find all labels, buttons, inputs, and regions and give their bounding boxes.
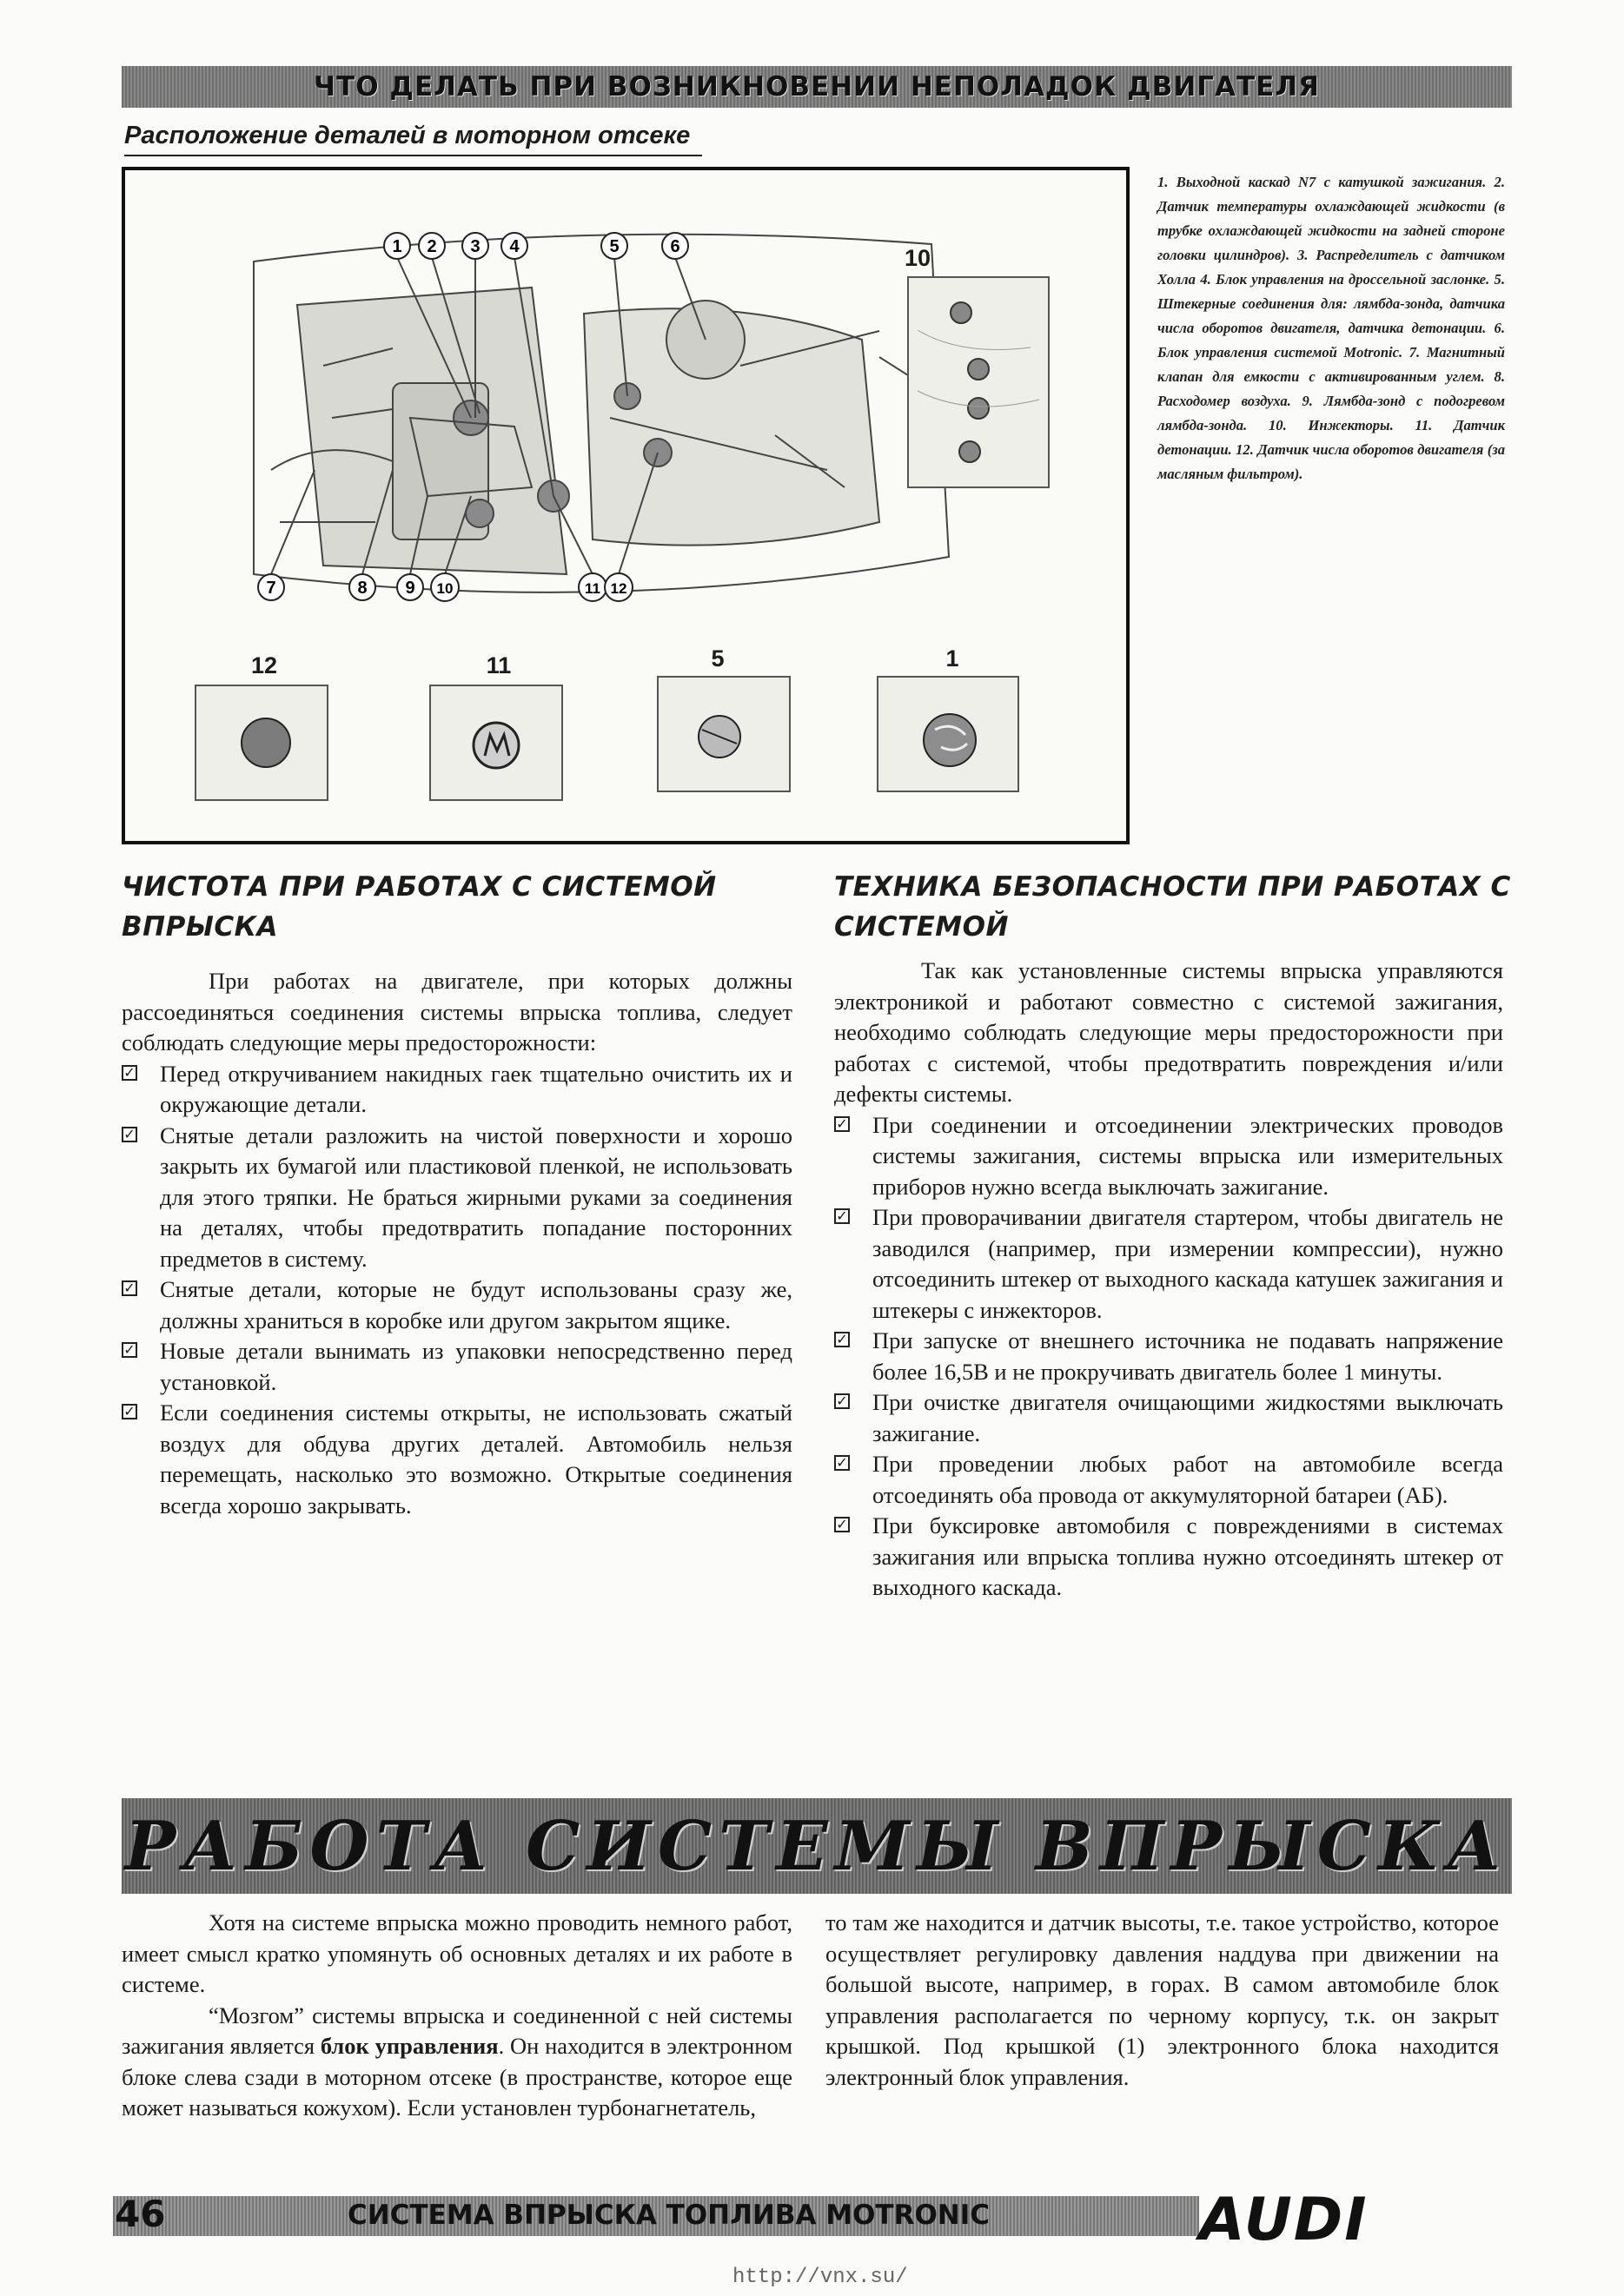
panel-label-connectors: 5 bbox=[711, 645, 725, 672]
svg-text:1: 1 bbox=[392, 237, 402, 256]
source-url: http://vnx.su/ bbox=[732, 2266, 908, 2289]
checkbox-icon: ✓ bbox=[122, 1404, 137, 1419]
connectors-detail-panel bbox=[657, 676, 791, 792]
svg-text:5: 5 bbox=[609, 237, 620, 256]
injection-paragraph-3: то там же находится и датчик высоты, т.е. такое устройство, которое осуществляет регулировку давления наддува при движении на большой высоте, например, в горах. В самом автомобиле блок управления располагается по черному корпусу, т.к. он закрыт крышкой. Под крышкой (1) электронного блока находится электронный блок управления. bbox=[825, 1909, 1499, 2090]
diagram-legend: 1. Выходной каскад N7 с катушкой зажигания. 2. Датчик температуры охлаждающей жидкости (в трубке охлаждающей жидкости на задней стороне головки цилиндров). 3. Распределитель с датчиком Холла 4. Блок управления на дроссельной заслонке. 5. Штекерные соединения для: лямбда-зонда, датчика числа оборотов двигателя, датчика детонации. 6. Блок управления системой Motronic. 7. Магнитный клапан для емкости с активированным углем. 8. Расходомер воздуха. 9. Лямбда-зонд с подогревом лямбда-зонда. 10. Инжекторы. 11. Датчик детонации. 12. Датчик числа оборотов двигателя (за масляным фильтром). bbox=[1157, 174, 1505, 482]
callout-bottom-11 bbox=[579, 573, 607, 601]
output-stage-detail-panel bbox=[877, 676, 1019, 792]
panel-label-injectors: 10 bbox=[904, 245, 931, 271]
panel-label-output-stage: 1 bbox=[945, 645, 959, 672]
safety-heading: ТЕХНИКА БЕЗОПАСНОСТИ ПРИ РАБОТАХ С СИСТЕМОЙ bbox=[834, 871, 1511, 943]
checklist-item: ✓ При буксировке автомобиля с повреждениями в системах зажигания или впрыска топлива нужно отсоединять штекер от выходного каскада. bbox=[834, 1511, 1503, 1604]
cleanliness-intro: При работах на двигателе, при которых должны рассоединяться соединения системы впрыска топлива, следует соблюдать следующие меры предосторожности: bbox=[122, 968, 792, 1055]
control-unit-term: блок управления bbox=[320, 2033, 499, 2059]
checklist-item: ✓ Новые детали вынимать из упаковки непосредственно перед установкой. bbox=[122, 1336, 792, 1398]
footer-title: СИСТЕМА ВПРЫСКА ТОПЛИВА MOTRONIC bbox=[348, 2200, 991, 2231]
page-number: 46 bbox=[115, 2193, 166, 2235]
svg-text:11: 11 bbox=[585, 580, 600, 597]
callout-bottom-8 bbox=[349, 574, 375, 600]
svg-text:10: 10 bbox=[436, 580, 454, 597]
checklist-item: ✓ При очистке двигателя очищающими жидкостями выключать зажигание. bbox=[834, 1387, 1503, 1449]
injectors-detail-image bbox=[909, 278, 1048, 486]
checklist-item: ✓ При проворачивании двигателя стартером, чтобы двигатель не заводился (например, при измерении компрессии), нужно отсоединить штекер от выходного каскада катушек зажигания и штекеры с инжекторов. bbox=[834, 1202, 1503, 1326]
callout-bottom-10 bbox=[431, 573, 459, 601]
injection-text-left bbox=[122, 1908, 792, 2124]
output-stage-detail-image bbox=[878, 678, 1017, 791]
callout-bottom-7 bbox=[258, 574, 284, 600]
checkbox-icon: ✓ bbox=[834, 1332, 850, 1347]
cleanliness-section bbox=[122, 966, 792, 1521]
section-banner bbox=[122, 1798, 1512, 1894]
checklist-item: ✓ При проведении любых работ на автомобиле всегда отсоединять оба провода от аккумуляторной батареи (АБ). bbox=[834, 1449, 1503, 1511]
svg-text:8: 8 bbox=[357, 579, 368, 598]
checklist-item: ✓ При соединении и отсоединении электрических проводов системы зажигания, системы впрыска или измерительных приборов нужно всегда выключать зажигание. bbox=[834, 1110, 1503, 1203]
panel-label-knock-sensor: 11 bbox=[486, 652, 512, 678]
panel-label-rpm-sensor: 12 bbox=[250, 652, 278, 678]
safety-checklist bbox=[834, 1110, 1503, 1604]
safety-intro: Так как установленные системы впрыска управляются электроникой и работают совместно с системой зажигания, необходимо соблюдать следующие меры предосторожности при работах с системой, чтобы предотвратить повреждения и/или дефекты системы. bbox=[834, 957, 1503, 1107]
callout-bottom-12 bbox=[605, 573, 633, 601]
checkbox-icon: ✓ bbox=[834, 1116, 850, 1132]
callout-top-6 bbox=[662, 233, 688, 259]
checklist-item: ✓ При запуске от внешнего источника не подавать напряжение более 16,5В и не прокручивать двигатель более 1 минуты. bbox=[834, 1326, 1503, 1387]
checkbox-icon: ✓ bbox=[122, 1127, 137, 1142]
engine-bay-illustration bbox=[219, 209, 975, 731]
checklist-item: ✓ Если соединения системы открыты, не использовать сжатый воздух для обдува других деталей. Автомобиль нельзя перемещать, насколько это возможно. Открытые соединения всегда хорошо закрывать. bbox=[122, 1398, 792, 1521]
injectors-detail-panel bbox=[907, 276, 1050, 488]
svg-text:4: 4 bbox=[509, 237, 520, 256]
checkbox-icon: ✓ bbox=[122, 1280, 137, 1296]
checklist-item: ✓ Перед откручиванием накидных гаек тщательно очистить их и окружающие детали. bbox=[122, 1059, 792, 1121]
callout-top-2 bbox=[419, 233, 445, 259]
engine-bay-diagram bbox=[122, 167, 1130, 844]
callout-top-1 bbox=[384, 233, 410, 259]
section-caption: Расположение деталей в моторном отсеке bbox=[124, 122, 691, 149]
safety-section bbox=[834, 956, 1503, 1604]
callout-top-3 bbox=[462, 233, 488, 259]
injection-paragraph-1: Хотя на системе впрыска можно проводить немного работ, имеет смысл кратко упомянуть об основных деталях и их работе в системе. bbox=[122, 1909, 792, 1997]
injection-paragraph-2: “Мозгом” системы впрыска и соединенной с ней системы зажигания является блок управления. Он находится в электронном блоке слева сзади в моторном отсеке (в пространстве, которое еще может называться кожухом). Если установлен турбонагнетатель, bbox=[122, 2002, 793, 2121]
checkbox-icon: ✓ bbox=[834, 1517, 850, 1532]
caption-underline bbox=[124, 155, 702, 156]
svg-text:7: 7 bbox=[266, 579, 276, 598]
checkbox-icon: ✓ bbox=[834, 1455, 850, 1471]
svg-text:3: 3 bbox=[470, 237, 481, 256]
checkbox-icon: ✓ bbox=[834, 1393, 850, 1409]
svg-text:12: 12 bbox=[610, 580, 627, 597]
connectors-detail-image bbox=[659, 678, 789, 791]
chapter-header-banner bbox=[122, 66, 1512, 108]
checkbox-icon: ✓ bbox=[122, 1065, 137, 1081]
knock-sensor-detail-image bbox=[431, 686, 561, 799]
rpm-sensor-detail-image bbox=[196, 686, 327, 799]
rpm-sensor-detail-panel bbox=[195, 685, 328, 801]
callout-bottom-9 bbox=[397, 574, 423, 600]
cleanliness-heading: ЧИСТОТА ПРИ РАБОТАХ С СИСТЕМОЙ ВПРЫСКА bbox=[122, 871, 717, 943]
checklist-item: ✓ Снятые детали, которые не будут использованы сразу же, должны храниться в коробке или другом закрытом ящике. bbox=[122, 1274, 792, 1336]
svg-text:9: 9 bbox=[405, 579, 415, 598]
svg-text:2: 2 bbox=[427, 237, 437, 256]
checklist-item: ✓ Снятые детали разложить на чистой поверхности и хорошо закрыть их бумагой или пластиковой пленкой, не использовать для этого тряпки. Не браться жирными руками за соединения на деталях, чтобы предотвратить попадание посторонних предметов в систему. bbox=[122, 1121, 792, 1275]
svg-text:6: 6 bbox=[670, 237, 680, 256]
section-banner-title: РАБОТА СИСТЕМЫ ВПРЫСКА bbox=[124, 1806, 1509, 1886]
chapter-title: ЧТО ДЕЛАТЬ ПРИ ВОЗНИКНОВЕНИИ НЕПОЛАДОК ДВИГАТЕЛЯ bbox=[314, 71, 1320, 103]
injection-text-right bbox=[825, 1908, 1499, 2093]
knock-sensor-detail-panel bbox=[429, 685, 563, 801]
checkbox-icon: ✓ bbox=[834, 1208, 850, 1224]
callout-top-5 bbox=[601, 233, 627, 259]
brand-logo: AUDI bbox=[1199, 2186, 1369, 2254]
checkbox-icon: ✓ bbox=[122, 1342, 137, 1358]
callout-top-4 bbox=[501, 233, 527, 259]
cleanliness-checklist bbox=[122, 1059, 792, 1522]
